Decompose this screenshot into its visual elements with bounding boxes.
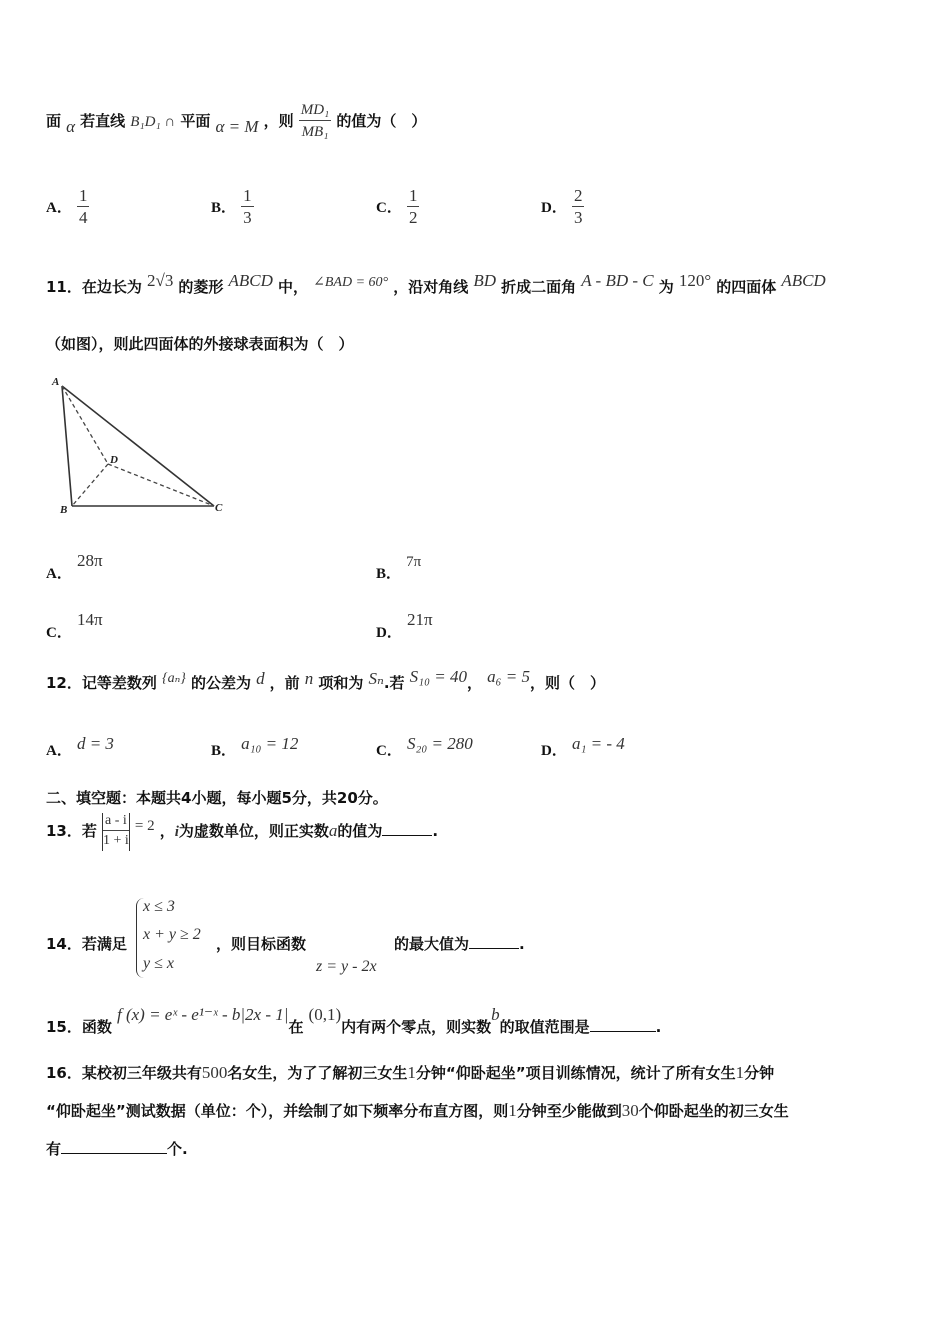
- answer-blank[interactable]: [469, 934, 519, 949]
- q16-text: 分钟: [744, 1064, 775, 1082]
- q16-text: “仰卧起坐”测试数据（单位：个），并绘制了如下频率分布直方图，则: [46, 1102, 509, 1120]
- option-value: a₁₀ = 12: [241, 734, 299, 753]
- option-label: A．: [46, 200, 72, 216]
- q16-line-3: [46, 1138, 188, 1159]
- q16-value: 30: [621, 1101, 639, 1120]
- option-value: 14π: [76, 610, 103, 629]
- q14-objective: z = y - 2x: [316, 958, 377, 975]
- option-fraction: $\frac{1}{2}$: [408, 186, 418, 227]
- q10-ratio: [299, 100, 332, 143]
- q10-option-c[interactable]: [376, 186, 419, 229]
- q11-option-a[interactable]: [46, 550, 103, 582]
- q13-a: a: [328, 821, 338, 840]
- q10-text1: 面: [46, 112, 62, 130]
- q15-stem: [46, 1004, 662, 1036]
- option-label: C．: [376, 200, 402, 216]
- q16-number: 16．: [46, 1064, 82, 1082]
- q12-sn: Sₙ: [368, 669, 384, 688]
- q14-text: ，则目标函数: [216, 935, 307, 953]
- q11-option-d[interactable]: [376, 609, 433, 641]
- q11-line2: （如图），则此四面体的外接球表面积为（ ）: [46, 335, 354, 353]
- q15-function: f (x) = eˣ - e¹⁻ˣ - b|2x - 1|: [116, 1005, 289, 1024]
- option-value: d = 3: [76, 734, 114, 753]
- q11-text: 在边长为: [81, 278, 142, 296]
- edge-cd: [108, 464, 214, 506]
- q11-text: 为: [658, 278, 674, 296]
- q10-eq: α = M: [215, 117, 259, 136]
- q12-option-c[interactable]: [376, 733, 473, 759]
- q16-text: 分钟至少能做到: [516, 1102, 622, 1120]
- abs-bar-right: [129, 813, 130, 851]
- q14-constraint-1: x ≤ 3: [143, 898, 175, 915]
- q15-text: 的取值范围是: [499, 1018, 590, 1036]
- q16-text: 个.: [167, 1140, 188, 1158]
- q10-line: B₁D₁ ∩: [130, 114, 176, 130]
- q11-text: ，沿对角线: [393, 278, 469, 296]
- option-label: B．: [211, 200, 237, 216]
- q16-text: 分钟“仰卧起坐”项目训练情况，统计了所有女生: [415, 1064, 736, 1082]
- q12-option-d[interactable]: [541, 733, 625, 759]
- q16-text: 有: [46, 1140, 62, 1158]
- option-label: A．: [46, 566, 72, 582]
- option-label: B．: [376, 566, 402, 582]
- q13-text: 若: [81, 822, 97, 840]
- vertex-c-label: C: [215, 502, 223, 514]
- q16-text: 名女生，为了了解初三女生: [227, 1064, 408, 1082]
- answer-blank[interactable]: [590, 1017, 656, 1032]
- option-label: C．: [376, 743, 402, 759]
- q11-text: 折成二面角: [501, 278, 577, 296]
- q14-stem-c: [394, 933, 525, 954]
- q10-text4: ，则: [263, 112, 294, 130]
- option-value: 7π: [406, 554, 422, 570]
- q12-option-b[interactable]: [211, 733, 299, 759]
- q12-text: ，前: [269, 674, 300, 692]
- q11-number: 11．: [46, 278, 82, 296]
- vertex-b-label: B: [60, 504, 68, 516]
- option-value: a₁ = - 4: [571, 734, 625, 753]
- q15-b: b: [491, 1005, 500, 1024]
- q11-stem: [46, 271, 826, 297]
- q14-text: 若满足: [81, 935, 127, 953]
- q15-text: 函数: [81, 1018, 112, 1036]
- q12-text: ，则（ ）: [529, 674, 605, 692]
- q13-i: i: [174, 824, 179, 840]
- q10-stem: [46, 100, 426, 143]
- option-label: D．: [376, 625, 402, 641]
- q12-text: .若: [383, 674, 405, 692]
- q14-stem-a: [46, 933, 127, 954]
- option-value: 28π: [76, 551, 103, 570]
- q12-s10: S₁₀ = 40: [409, 667, 467, 686]
- option-label: A．: [46, 743, 72, 759]
- q11-text: 的四面体: [716, 278, 777, 296]
- q14-text: .: [519, 935, 525, 953]
- q14-text: 的最大值为: [394, 935, 470, 953]
- q13-text: ，: [159, 822, 175, 840]
- q12-number: 12．: [46, 674, 82, 692]
- q11-dihedral: A - BD - C: [581, 271, 654, 290]
- q13-number: 13．: [46, 822, 82, 840]
- q12-text: 项和为: [318, 674, 364, 692]
- q13-stem: [46, 812, 438, 851]
- q15-interval: (0,1): [308, 1005, 342, 1024]
- q11-side: 2√3: [146, 271, 174, 290]
- q12-text: 的公差为: [190, 674, 251, 692]
- q10-ratio-num: MD₁: [299, 100, 332, 121]
- q11-tetra: ABCD: [781, 271, 826, 290]
- q11-tetrahedron-figure: [44, 372, 234, 522]
- edge-ad: [62, 386, 108, 464]
- q15-text: .: [655, 1018, 662, 1036]
- option-fraction: $\frac{1}{4}$: [78, 186, 88, 227]
- q12-a6: a₆ = 5: [487, 667, 530, 686]
- q11-text: 中，: [278, 278, 309, 296]
- edge-ab: [62, 386, 72, 506]
- q11-text: 的菱形: [178, 278, 224, 296]
- q14-stem-b: [216, 933, 306, 954]
- option-label: C．: [46, 625, 72, 641]
- q15-text: 内有两个零点，则实数: [341, 1018, 492, 1036]
- section-heading-fill-in: 二、填空题：本题共4小题，每小题5分，共20分。: [46, 789, 388, 807]
- q11-diag: BD: [473, 271, 496, 290]
- answer-blank[interactable]: [61, 1139, 167, 1154]
- q16-text: 某校初三年级共有: [81, 1064, 202, 1082]
- q10-text5: 的值为（ ）: [336, 112, 427, 130]
- q12-stem: [46, 667, 605, 693]
- q15-number: 15．: [46, 1018, 82, 1036]
- q12-text: ，: [466, 674, 482, 692]
- option-value: 21π: [406, 610, 433, 629]
- q10-text3: 平面: [180, 112, 211, 130]
- q16-value: 1: [735, 1063, 745, 1082]
- q10-option-a[interactable]: [46, 186, 89, 229]
- q13-eq: = 2: [134, 818, 155, 834]
- q11-option-b[interactable]: [376, 550, 422, 582]
- option-fraction: $\frac{1}{3}$: [243, 186, 252, 227]
- vertex-d-label: D: [110, 454, 118, 466]
- q11-shape: ABCD: [228, 271, 273, 290]
- q10-ratio-den: MB₁: [301, 124, 329, 140]
- vertex-a-label: A: [52, 376, 60, 388]
- answer-blank[interactable]: [382, 821, 432, 836]
- q16-value: 1: [508, 1101, 517, 1120]
- q10-option-b[interactable]: [211, 186, 254, 229]
- option-label: D．: [541, 743, 567, 759]
- edge-bd: [72, 464, 108, 506]
- option-label: D．: [541, 200, 567, 216]
- q12-seq: {aₙ}: [161, 671, 186, 686]
- option-label: B．: [211, 743, 237, 759]
- q12-option-a[interactable]: [46, 733, 114, 759]
- q13-text: .: [432, 822, 439, 840]
- q13-text: 为虚数单位，则正实数: [178, 822, 329, 840]
- q13-text: 的值为: [337, 822, 383, 840]
- option-value: S₂₀ = 280: [406, 734, 473, 753]
- q13-fraction: $\frac{a - i}{1 + i}$: [102, 813, 129, 848]
- q12-text: 记等差数列: [81, 674, 157, 692]
- q16-line-2: [46, 1100, 789, 1121]
- q14-constraint-3: y ≤ x: [143, 955, 174, 972]
- q10-alpha: α: [66, 117, 76, 136]
- q11-angle: ∠BAD = 60°: [313, 275, 389, 290]
- q16-text: 个仰卧起坐的初三女生: [638, 1102, 789, 1120]
- q10-option-d[interactable]: [541, 186, 584, 229]
- edge-ac: [62, 386, 214, 506]
- q12-d: d: [256, 669, 265, 688]
- option-fraction: $\frac{2}{3}$: [573, 186, 583, 227]
- q14-number: 14．: [46, 935, 82, 953]
- q15-text: 在: [288, 1018, 304, 1036]
- q11-option-c[interactable]: [46, 609, 103, 641]
- q16-line-1: [46, 1062, 774, 1083]
- q14-constraint-2: x + y ≥ 2: [143, 926, 201, 943]
- q16-value: 1: [407, 1063, 416, 1082]
- q11-deg: 120°: [678, 271, 712, 290]
- q12-n: n: [304, 669, 314, 688]
- q16-value: 500: [201, 1063, 228, 1082]
- q10-text2: 若直线: [80, 112, 126, 130]
